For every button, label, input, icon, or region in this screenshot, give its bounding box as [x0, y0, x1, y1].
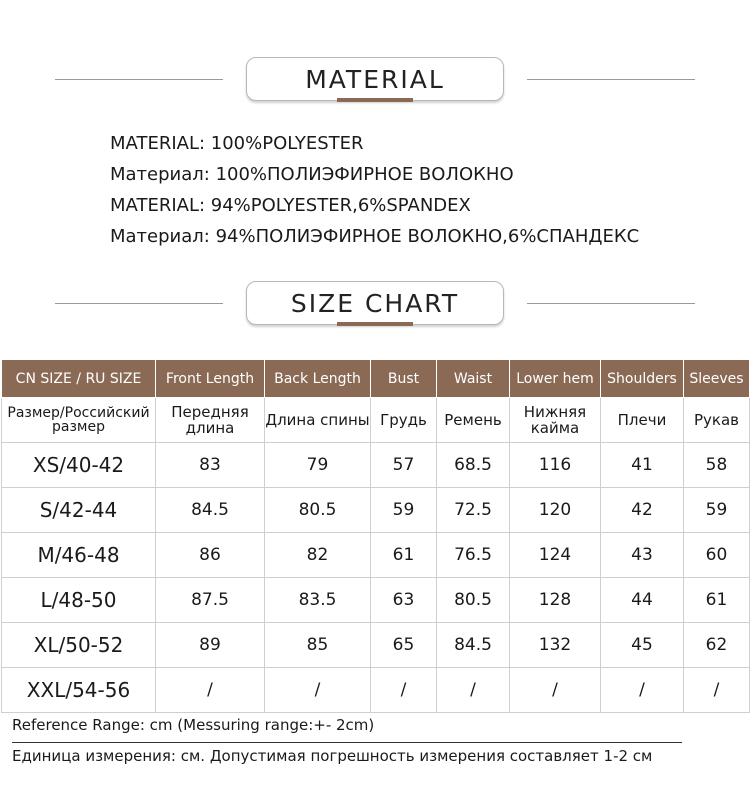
header-divider-right: [527, 79, 695, 80]
table-cell: 128: [510, 578, 601, 623]
table-cell: 62: [684, 623, 750, 668]
size-cell: XS/40-42: [2, 443, 156, 488]
table-cell: 83: [156, 443, 265, 488]
column-header: Shoulders: [601, 360, 684, 398]
table-row: [2, 443, 750, 488]
material-title: MATERIAL: [246, 57, 504, 101]
table-cell: /: [265, 668, 371, 713]
table-cell: 43: [601, 533, 684, 578]
header-accent-bar: [337, 98, 413, 102]
measurement-note-ru: Единица измерения: см. Допустимая погрешность измерения составляет 1-2 см: [12, 747, 653, 765]
table-cell: 41: [601, 443, 684, 488]
column-header-ru: Грудь: [371, 398, 437, 443]
table-cell: 87.5: [156, 578, 265, 623]
size-cell: S/42-44: [2, 488, 156, 533]
material-header: [0, 57, 750, 103]
column-header: Bust: [371, 360, 437, 398]
material-line: MATERIAL: 94%POLYESTER,6%SPANDEX: [110, 195, 471, 216]
table-cell: /: [510, 668, 601, 713]
table-cell: 80.5: [265, 488, 371, 533]
material-list: [110, 131, 639, 255]
column-header-ru: Рукав: [684, 398, 750, 443]
table-cell: 65: [371, 623, 437, 668]
table-cell: 132: [510, 623, 601, 668]
column-header-ru: Длина спины: [265, 398, 371, 443]
size-cell: XL/50-52: [2, 623, 156, 668]
table-cell: 60: [684, 533, 750, 578]
table-cell: 44: [601, 578, 684, 623]
table-cell: /: [601, 668, 684, 713]
column-header: Sleeves: [684, 360, 750, 398]
material-line: MATERIAL: 100%POLYESTER: [110, 133, 364, 154]
header-divider-right: [527, 303, 695, 304]
table-row: [2, 578, 750, 623]
column-header-ru: Нижняя кайма: [510, 398, 601, 443]
column-header-ru: Плечи: [601, 398, 684, 443]
size-cell: XXL/54-56: [2, 668, 156, 713]
table-header-ru-row: [2, 398, 750, 443]
table-cell: /: [684, 668, 750, 713]
table-cell: 68.5: [437, 443, 510, 488]
table-cell: 124: [510, 533, 601, 578]
table-cell: 79: [265, 443, 371, 488]
table-cell: 84.5: [156, 488, 265, 533]
column-header-ru: Ремень: [437, 398, 510, 443]
table-row: [2, 623, 750, 668]
header-accent-bar: [337, 322, 413, 326]
footer-divider: [12, 742, 682, 743]
table-cell: 86: [156, 533, 265, 578]
reference-range-note: Reference Range: cm (Messuring range:+- 2cm): [12, 716, 375, 734]
size-chart-title: SIZE CHART: [246, 281, 504, 325]
header-divider-left: [55, 79, 223, 80]
column-header: Waist: [437, 360, 510, 398]
column-header: Lower hem: [510, 360, 601, 398]
table-cell: 59: [371, 488, 437, 533]
column-header: Back Length: [265, 360, 371, 398]
table-row: [2, 533, 750, 578]
table-cell: 116: [510, 443, 601, 488]
table-cell: 89: [156, 623, 265, 668]
table-row: [2, 668, 750, 713]
material-line: Материал: 94%ПОЛИЭФИРНОЕ ВОЛОКНО,6%СПАНДЕКС: [110, 226, 640, 247]
table-cell: 59: [684, 488, 750, 533]
table-cell: 83.5: [265, 578, 371, 623]
table-cell: 120: [510, 488, 601, 533]
table-cell: 61: [684, 578, 750, 623]
table-cell: /: [156, 668, 265, 713]
column-header: Front Length: [156, 360, 265, 398]
table-cell: 82: [265, 533, 371, 578]
size-chart-header: [0, 281, 750, 327]
size-chart-table: [1, 359, 750, 713]
material-line: Материал: 100%ПОЛИЭФИРНОЕ ВОЛОКНО: [110, 164, 514, 185]
table-cell: 42: [601, 488, 684, 533]
table-cell: 57: [371, 443, 437, 488]
table-cell: 58: [684, 443, 750, 488]
size-cell: M/46-48: [2, 533, 156, 578]
table-cell: /: [371, 668, 437, 713]
table-cell: 84.5: [437, 623, 510, 668]
table-cell: 45: [601, 623, 684, 668]
table-cell: 63: [371, 578, 437, 623]
header-divider-left: [55, 303, 223, 304]
column-header: CN SIZE / RU SIZE: [2, 360, 156, 398]
table-cell: /: [437, 668, 510, 713]
table-header-row: [2, 360, 750, 398]
column-header-ru: Передняя длина: [156, 398, 265, 443]
size-cell: L/48-50: [2, 578, 156, 623]
table-cell: 80.5: [437, 578, 510, 623]
table-cell: 72.5: [437, 488, 510, 533]
column-header-ru: Размер/Российский размер: [2, 398, 156, 443]
table-cell: 61: [371, 533, 437, 578]
table-row: [2, 488, 750, 533]
table-cell: 85: [265, 623, 371, 668]
table-cell: 76.5: [437, 533, 510, 578]
